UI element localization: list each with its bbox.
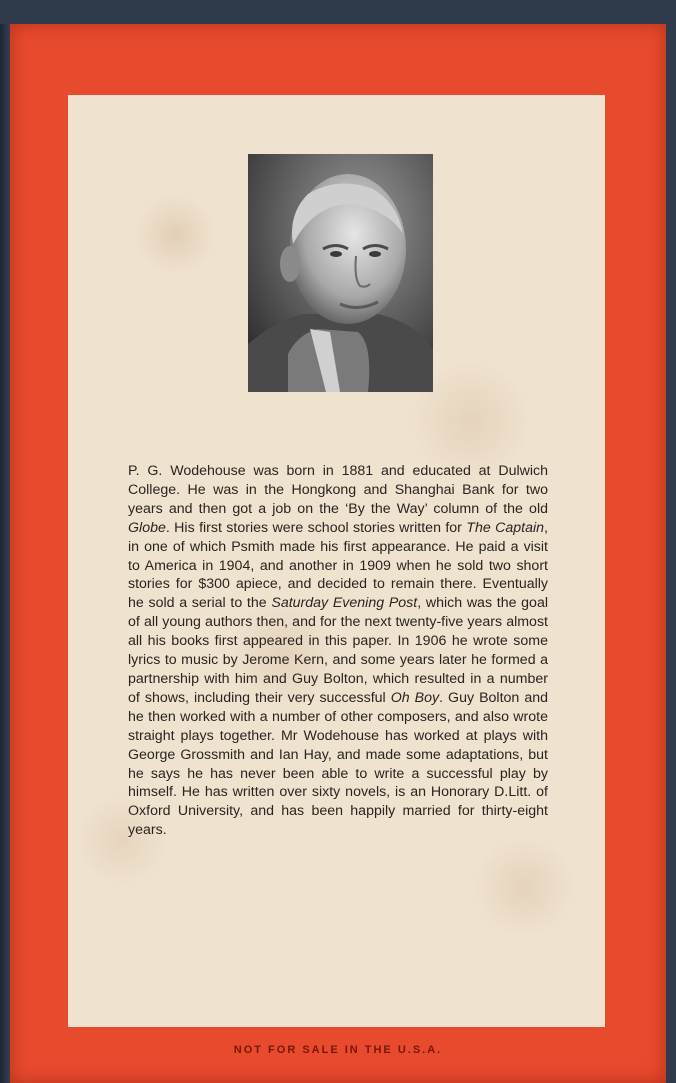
bio-segment-italic: The Captain xyxy=(466,519,545,536)
sale-notice: NOT FOR SALE IN THE U.S.A. xyxy=(233,1044,443,1056)
bio-segment-italic: Globe xyxy=(128,519,166,536)
bio-segment-italic: Oh Boy xyxy=(390,689,440,706)
bio-segment: , which was the goal of all young authors then, and for the next twenty-five years almost all his books first appeared in this paper. In 1906 he wrote some lyrics to music by Jerome Kern, and some years later he formed a partnership with him and Guy Bolton, which resulted in a number of shows, including their very successful xyxy=(128,595,548,706)
bio-segment: , in one of which Psmith made his first appearance. He paid a visit to America in 1904, and another in 1909 when he sold two short stories for $300 apiece, and decided to remain there. Eventually he sold a serial to the xyxy=(128,519,548,612)
bio-segment: . His first stories were school stories written for xyxy=(165,519,467,536)
bio-segment: . Guy Bolton and he then worked with a number of other composers, and also wrote straight plays together. Mr Wodehouse has worked at plays with George Grossmith and Ian Hay, and made some adaptations, but he says he has never been able to write a successful play by himself. He has written over sixty novels, is an Honorary D.Litt. of Oxford University, and has been happily married for thirty-eight years. xyxy=(128,689,548,839)
author-biography xyxy=(128,462,548,840)
text-panel xyxy=(68,95,605,1027)
author-portrait-image xyxy=(248,154,433,392)
author-portrait xyxy=(248,154,433,392)
bio-segment-italic: Saturday Evening Post xyxy=(271,595,418,612)
bio-segment: P. G. Wodehouse was born in 1881 and educated at Dulwich College. He was in the Hongkong and Shanghai Bank for two years and then got a job on the ‘By the Way’ column of the old xyxy=(128,463,548,517)
